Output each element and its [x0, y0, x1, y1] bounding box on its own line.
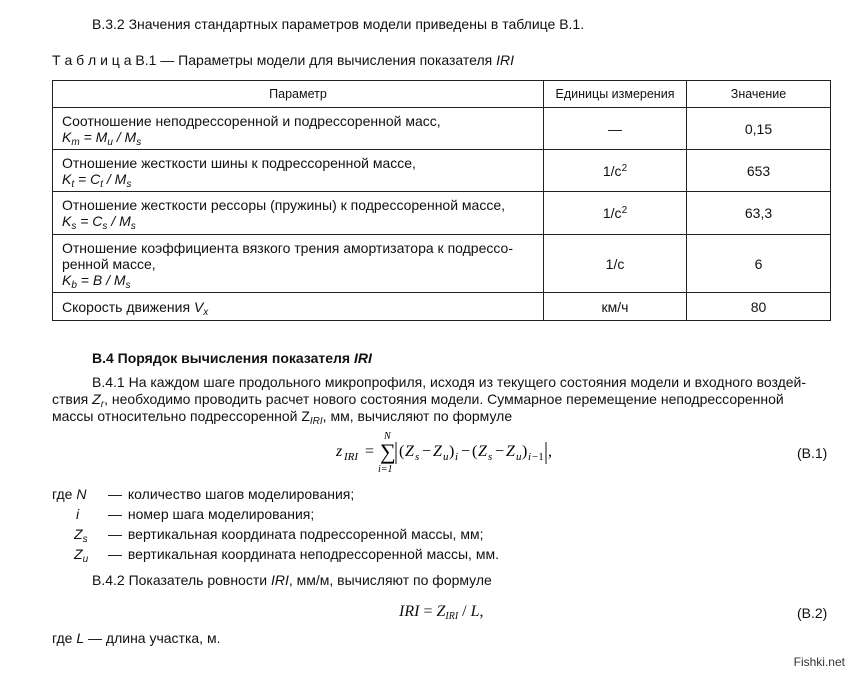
para1-line1: В.4.1 На каждом шаге продольного микропрофиля, исходя из текущего состояния модели и входного воздей-: [92, 374, 807, 390]
where2-symbol: L: [76, 630, 85, 646]
value-cell: 653: [687, 150, 831, 192]
formula-b1-number: (В.1): [797, 445, 828, 461]
where-desc-row: — вертикальная координата подрессоренной массы, мм;: [108, 526, 484, 542]
svg-text:z: z: [336, 443, 343, 460]
where-desc: вертикальная координата подрессоренной массы, мм;: [127, 526, 484, 542]
formula-b2: IRI = $Z_{IRI}$ / L,: [399, 603, 484, 622]
table-caption-number: В.1 — Параметры модели для вычисления показателя: [135, 52, 493, 68]
para2: [92, 572, 492, 588]
symbol-ziri: $Z_{IRI}$: [301, 408, 323, 427]
svg-text:Z: Z: [405, 443, 414, 460]
header-value: Значение: [687, 81, 831, 108]
svg-text:Z: Z: [506, 443, 515, 460]
header-units: Единицы измерения: [544, 81, 687, 108]
table-caption-italic: IRI: [496, 52, 515, 68]
symbol-zr: $Z_r$: [92, 391, 105, 410]
svg-text:i: i: [455, 451, 459, 463]
where-symbol: $Z_s$: [74, 526, 88, 545]
svg-text:∑: ∑: [380, 439, 396, 464]
para2-a: В.4.2 Показатель ровности: [92, 572, 268, 588]
para1-line3b: , мм, вычисляют по формуле: [322, 408, 513, 424]
where-desc-row: — количество шагов моделирования;: [108, 486, 355, 502]
unit-cell: —: [544, 108, 687, 150]
param-cell: [53, 235, 544, 293]
watermark: Fishki.net: [793, 655, 845, 669]
unit-cell: $1/с^2$: [544, 150, 687, 192]
formula-b1-svg: [336, 428, 566, 474]
para1-line2b: , необходимо проводить расчет нового состояния модели. Суммарное перемещение неподрессоренной: [104, 391, 784, 407]
param-formula: $K_m = M_u / M_s$: [62, 128, 142, 148]
where-desc: номер шага моделирования;: [127, 506, 315, 522]
svg-text:IRI: IRI: [344, 451, 359, 463]
param-text: Скорость движения: [62, 298, 191, 315]
svg-text:(: (: [399, 443, 405, 460]
table-header-row: [53, 81, 831, 108]
param-text: Соотношение неподрессоренной и подрессоренной масс,: [62, 112, 441, 129]
where-desc-row: — вертикальная координата неподрессоренной массы, мм.: [108, 546, 499, 562]
table-row: [53, 235, 831, 293]
unit-cell: 1/с: [544, 235, 687, 293]
param-formula: $K_s = C_s / M_s$: [62, 213, 136, 232]
svg-text:−: −: [495, 443, 505, 460]
svg-text:): ): [449, 443, 455, 460]
where-symbol: $Z_u$: [74, 546, 89, 565]
table-row: [53, 293, 831, 321]
section-title-text: В.4 Порядок вычисления показателя: [92, 350, 351, 366]
where-item: [52, 486, 86, 502]
formula-b1: [336, 428, 566, 474]
param-cell: [53, 150, 544, 192]
param-text: Отношение жесткости шины к подрессоренной массе,: [62, 154, 416, 171]
svg-text:−: −: [422, 443, 432, 460]
svg-text:−1: −1: [532, 451, 544, 463]
value-cell: 63,3: [687, 192, 831, 235]
value-cell: 6: [687, 235, 831, 293]
param-cell: [53, 108, 544, 150]
param-text: Отношение жесткости рессоры (пружины) к подрессоренной массе,: [62, 197, 506, 213]
svg-text:s: s: [488, 451, 493, 463]
svg-text:(: (: [472, 443, 478, 460]
svg-text:u: u: [443, 451, 449, 463]
svg-text:−: −: [461, 443, 471, 460]
para2-b: , мм/м, вычисляют по формуле: [288, 572, 492, 588]
para1-line2: [52, 391, 784, 410]
sum-top: N: [384, 431, 391, 442]
para1-line2a: ствия: [52, 391, 89, 407]
table-row: [53, 150, 831, 192]
where-desc: количество шагов моделирования;: [127, 486, 355, 502]
table-row: [53, 108, 831, 150]
value-cell: 0,15: [687, 108, 831, 150]
where-desc: вертикальная координата неподрессоренной массы, мм.: [127, 546, 499, 562]
param-cell: [53, 192, 544, 235]
svg-text:u: u: [516, 451, 522, 463]
header-parameter: Параметр: [53, 81, 544, 108]
where2-lead: где: [52, 630, 73, 646]
value-cell: 80: [687, 293, 831, 321]
where2: [52, 630, 220, 646]
where-symbol: N: [76, 486, 87, 502]
table-row: [53, 192, 831, 235]
unit-cell: $1/с^2$: [544, 192, 687, 235]
sum-bottom: i=1: [378, 464, 393, 474]
section-title-italic: IRI: [354, 350, 372, 366]
svg-text:Z: Z: [478, 443, 487, 460]
where-symbol: i: [76, 506, 80, 522]
svg-text:=: =: [365, 443, 375, 460]
param-text-cont: ренной массе,: [62, 255, 156, 272]
param-text: Отношение коэффициента вязкого трения амортизатора к подрессо-: [62, 239, 513, 256]
table-caption: [52, 52, 514, 68]
para1-line3a: массы относительно подрессоренной: [52, 408, 298, 424]
svg-text:,: ,: [548, 443, 552, 460]
parameters-table: [52, 80, 831, 321]
para1-line3: [52, 408, 513, 427]
unit-cell: км/ч: [544, 293, 687, 321]
param-cell: [53, 293, 544, 321]
formula-b2-number: (В.2): [797, 605, 828, 621]
table-caption-label: Т а б л и ц а: [52, 52, 132, 68]
where2-desc: — длина участка, м.: [88, 630, 221, 646]
svg-text:i: i: [528, 451, 532, 463]
svg-text:Z: Z: [433, 443, 442, 460]
param-formula: $V_x$: [193, 298, 209, 318]
para2-italic: IRI: [270, 572, 289, 588]
svg-text:): ): [522, 443, 528, 460]
where-lead: где: [52, 486, 73, 502]
svg-text:s: s: [415, 451, 420, 463]
section-title: [92, 350, 372, 366]
intro-text: В.3.2 Значения стандартных параметров модели приведены в таблице В.1.: [92, 16, 585, 32]
param-formula: $K_b = B / M_s$: [62, 271, 131, 291]
param-formula: $K_t = C_t / M_s$: [62, 170, 132, 190]
where-desc-row: — номер шага моделирования;: [108, 506, 315, 522]
